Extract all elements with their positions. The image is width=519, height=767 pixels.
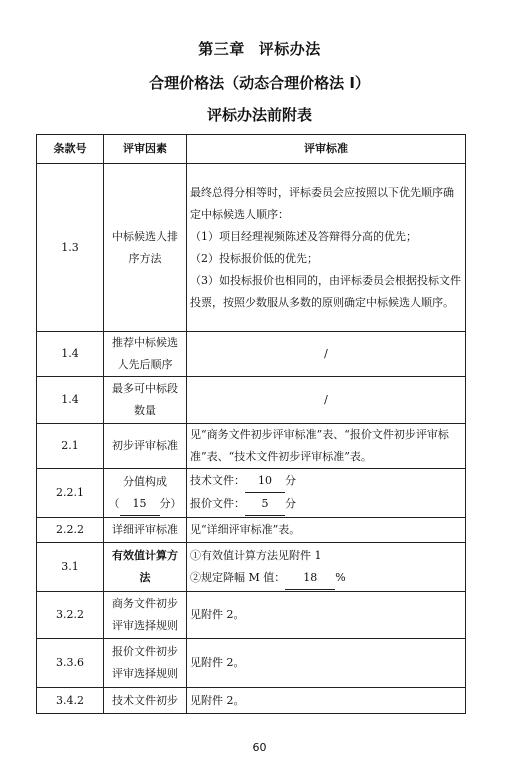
- factor-cell: 详细评审标准: [104, 518, 187, 543]
- table-row: [37, 543, 466, 592]
- page-number: 60: [252, 741, 267, 754]
- clause-no: 2.1: [37, 424, 104, 469]
- chapter-heading: [0, 38, 519, 59]
- price-unit: 分: [285, 497, 296, 510]
- clause-no: 3.2.2: [37, 592, 104, 639]
- clause-no: 3.1: [37, 543, 104, 592]
- factor-cell: 技术文件初步: [104, 688, 187, 714]
- factor-cell: [104, 469, 187, 518]
- chapter-number: 第三章: [198, 40, 245, 58]
- reduction-value: 18: [285, 567, 335, 590]
- standard-cell: 见附件 2。: [187, 639, 466, 688]
- tech-score-line: [190, 470, 462, 493]
- reduction-label: ②规定降幅 M 值：: [190, 570, 286, 584]
- method-title: 合理价格法（动态合理价格法 I）: [149, 74, 370, 92]
- tech-score-value: 10: [245, 470, 285, 493]
- standard-cell: 见附件 2。: [187, 688, 466, 714]
- table-row: [37, 688, 466, 714]
- standard-line: （1）项目经理视频陈述及答辩得分高的优先；: [190, 229, 417, 243]
- standard-line: （3）如投标报价也相同的，由评标委员会根据投标文件投票，按照少数服从多数的原则确定中标候选人顺序。: [190, 273, 461, 309]
- table-title: 评标办法前附表: [206, 106, 312, 124]
- clause-no: 3.4.2: [37, 688, 104, 714]
- factor-cell: 中标候选人排序方法: [104, 164, 187, 332]
- formula-line: ①有效值计算方法见附件 1: [190, 548, 322, 562]
- standard-line: 最终总得分相等时，评标委员会应按照以下优先顺序确定中标候选人顺序：: [190, 185, 454, 221]
- factor-cell: 报价文件初步评审选择规则: [104, 639, 187, 688]
- table-row: [37, 592, 466, 639]
- standard-line: （2）投标报价低的优先；: [190, 251, 318, 265]
- standard-cell: [187, 164, 466, 332]
- chapter-title: 评标办法: [258, 40, 321, 58]
- clause-no: 1.3: [37, 164, 104, 332]
- table-row: [37, 164, 466, 332]
- factor-label: 分值构成: [123, 474, 167, 488]
- standard-cell: [187, 377, 466, 424]
- evaluation-table: [36, 134, 466, 714]
- standard-cell: 见“商务文件初步评审标准”表、“报价文件初步评审标准”表、“技术文件初步评审标准”表。: [187, 424, 466, 469]
- factor-total: [107, 493, 183, 516]
- standard-cell: [187, 543, 466, 592]
- factor-cell: 推荐中标候选人先后顺序: [104, 332, 187, 377]
- header-factor: 评审因素: [104, 135, 187, 164]
- clause-no: 1.4: [37, 377, 104, 424]
- paren-open: （: [108, 496, 120, 510]
- reduction-unit: %: [335, 570, 346, 584]
- paren-close: 分）: [159, 496, 182, 510]
- standard-value: /: [324, 393, 328, 406]
- standard-cell: 见附件 2。: [187, 592, 466, 639]
- factor-cell: 最多可中标段数量: [104, 377, 187, 424]
- clause-no: 1.4: [37, 332, 104, 377]
- standard-cell: [187, 332, 466, 377]
- price-label: 报价文件：: [190, 497, 245, 510]
- reduction-line: [190, 567, 462, 590]
- clause-no: 3.3.6: [37, 639, 104, 688]
- clause-no: 2.2.2: [37, 518, 104, 543]
- total-score-value: 15: [120, 493, 160, 516]
- factor-cell: 初步评审标准: [104, 424, 187, 469]
- table-row: [37, 639, 466, 688]
- standard-cell: 见“详细评审标准”表。: [187, 518, 466, 543]
- price-score-value: 5: [245, 493, 285, 516]
- price-score-line: [190, 493, 462, 516]
- table-row: [37, 332, 466, 377]
- table-row: [37, 377, 466, 424]
- table-row: [37, 469, 466, 518]
- header-standard: 评审标准: [187, 135, 466, 164]
- header-clause-no: 条款号: [37, 135, 104, 164]
- table-header-row: [37, 135, 466, 164]
- standard-cell: [187, 469, 466, 518]
- factor-cell: 商务文件初步评审选择规则: [104, 592, 187, 639]
- clause-no: 2.2.1: [37, 469, 104, 518]
- tech-unit: 分: [285, 474, 296, 487]
- factor-cell: 有效值计算方法: [104, 543, 187, 592]
- tech-label: 技术文件：: [190, 474, 245, 487]
- table-row: [37, 518, 466, 543]
- standard-value: /: [324, 347, 328, 360]
- table-row: [37, 424, 466, 469]
